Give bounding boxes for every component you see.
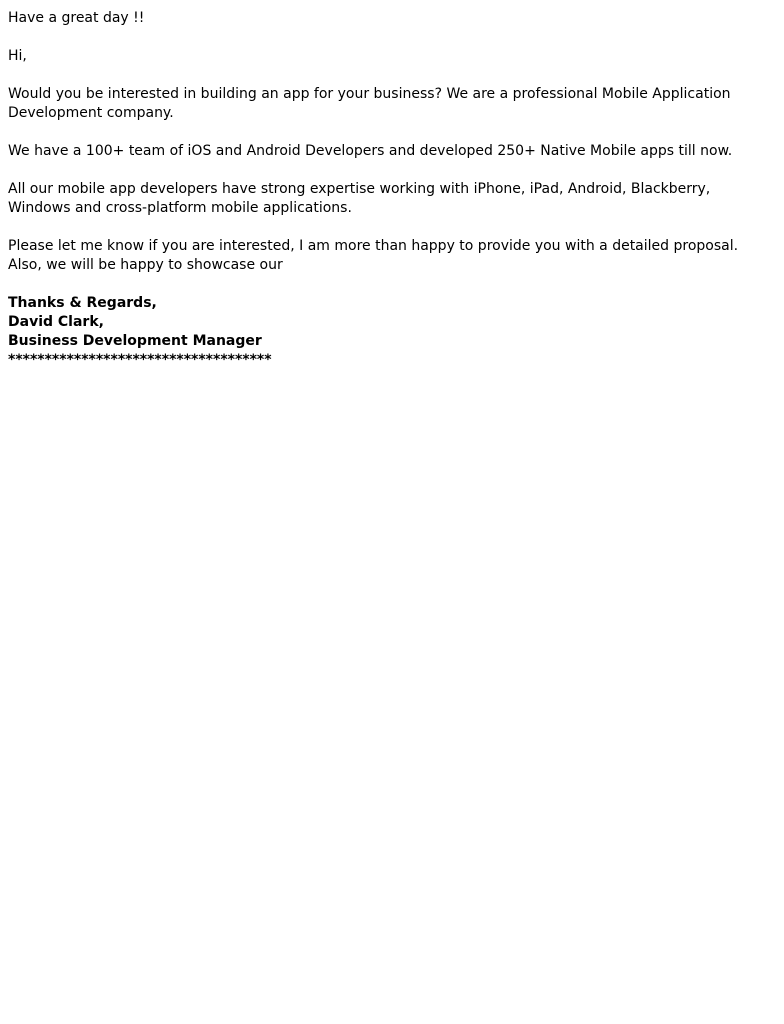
salutation: Hi, <box>8 48 27 64</box>
signature-separator: ************************************ <box>8 352 272 368</box>
email-body <box>8 9 776 370</box>
expertise-paragraph: All our mobile app developers have strong expertise working with iPhone, iPad, Android, Blackberry, Windows and cross-platform mobile applications. <box>8 181 711 216</box>
signature-block <box>8 294 776 370</box>
proposal-paragraph: Please let me know if you are interested, I am more than happy to provide you with a detailed proposal. Also, we will be happy to showcase our <box>8 238 739 273</box>
signature-name: David Clark, <box>8 314 104 330</box>
intro-paragraph: Would you be interested in building an app for your business? We are a professional Mobile Application Development company. <box>8 86 731 121</box>
signature-closing: Thanks & Regards, <box>8 295 157 311</box>
greeting-line: Have a great day !! <box>8 10 145 26</box>
team-paragraph: We have a 100+ team of iOS and Android Developers and developed 250+ Native Mobile apps till now. <box>8 143 733 159</box>
signature-title: Business Development Manager <box>8 333 262 349</box>
